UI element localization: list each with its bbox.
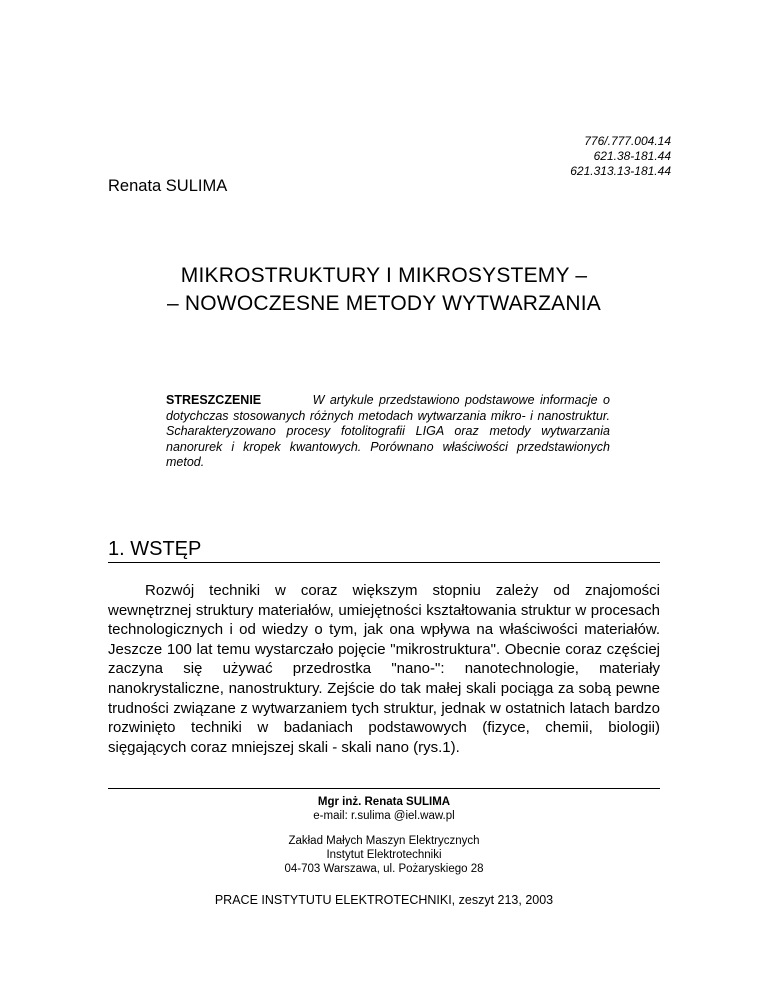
journal-citation: PRACE INSTYTUTU ELEKTROTECHNIKI, zeszyt 213, 2003 <box>214 893 554 907</box>
intro-section <box>108 581 660 757</box>
footnote-email: e-mail: r.sulima @iel.waw.pl <box>313 810 455 822</box>
udc-code: 621.313.13-181.44 <box>570 164 671 178</box>
footnote-author: Mgr inż. Renata SULIMA <box>317 796 451 808</box>
udc-code: 621.38-181.44 <box>593 149 671 163</box>
body-paragraph: Rozwój techniki w coraz większym stopniu zależy od znajomości wewnętrznej struktury materiałów, umiejętności kształtowania struktur w procesach technologicznych i od wiedzy o tym, jak ona wpływa na właściwości materiałów. Jeszcze 100 lat temu wystarczało pojęcie "mikrostruktura". Obecnie coraz częściej zaczyna się używać przedrostka "nano-": nanotechnologie, materiały nanokrystaliczne, nanostruktury. Zejście do tak małej skali pociąga za sobą pewne trudności związane z wytwarzaniem tych struktur, jednak w ostatnich latach bardzo rozwinięto techniki w badaniach podstawowych (fizyce, chemii, biologii) sięgających coraz mniejszej skali - skali nano (rys.1). <box>108 582 660 756</box>
footnote-institute: Instytut Elektrotechniki <box>326 849 442 861</box>
section-heading: 1. WSTĘP <box>108 538 202 560</box>
udc-codes <box>570 134 671 179</box>
footnote-address: 04-703 Warszawa, ul. Pożaryskiego 28 <box>284 863 484 875</box>
paper-title <box>0 262 768 318</box>
title-line: MIKROSTRUKTURY I MIKROSYSTEMY – <box>180 264 588 287</box>
abstract <box>166 393 610 471</box>
footnote-department: Zakład Małych Maszyn Elektrycznych <box>288 835 480 847</box>
udc-code: 776/.777.004.14 <box>584 134 671 148</box>
author-footnote <box>108 795 660 876</box>
abstract-label: STRESZCZENIE <box>166 393 262 407</box>
author-name: Renata SULIMA <box>108 177 228 195</box>
footnote-divider <box>108 788 660 789</box>
section-divider <box>108 562 660 563</box>
abstract-text: W artykule przedstawiono podstawowe informacje o dotychczas stosowanych różnych metodach wytwarzania mikro- i nanostruktur. Scharakteryzowano procesy fotolitografii LIGA oraz metody wytwarzania nanorurek i kropek kwantowych. Porównano właściwości przedstawionych metod. <box>166 393 610 469</box>
title-line: – NOWOCZESNE METODY WYTWARZANIA <box>166 292 601 315</box>
